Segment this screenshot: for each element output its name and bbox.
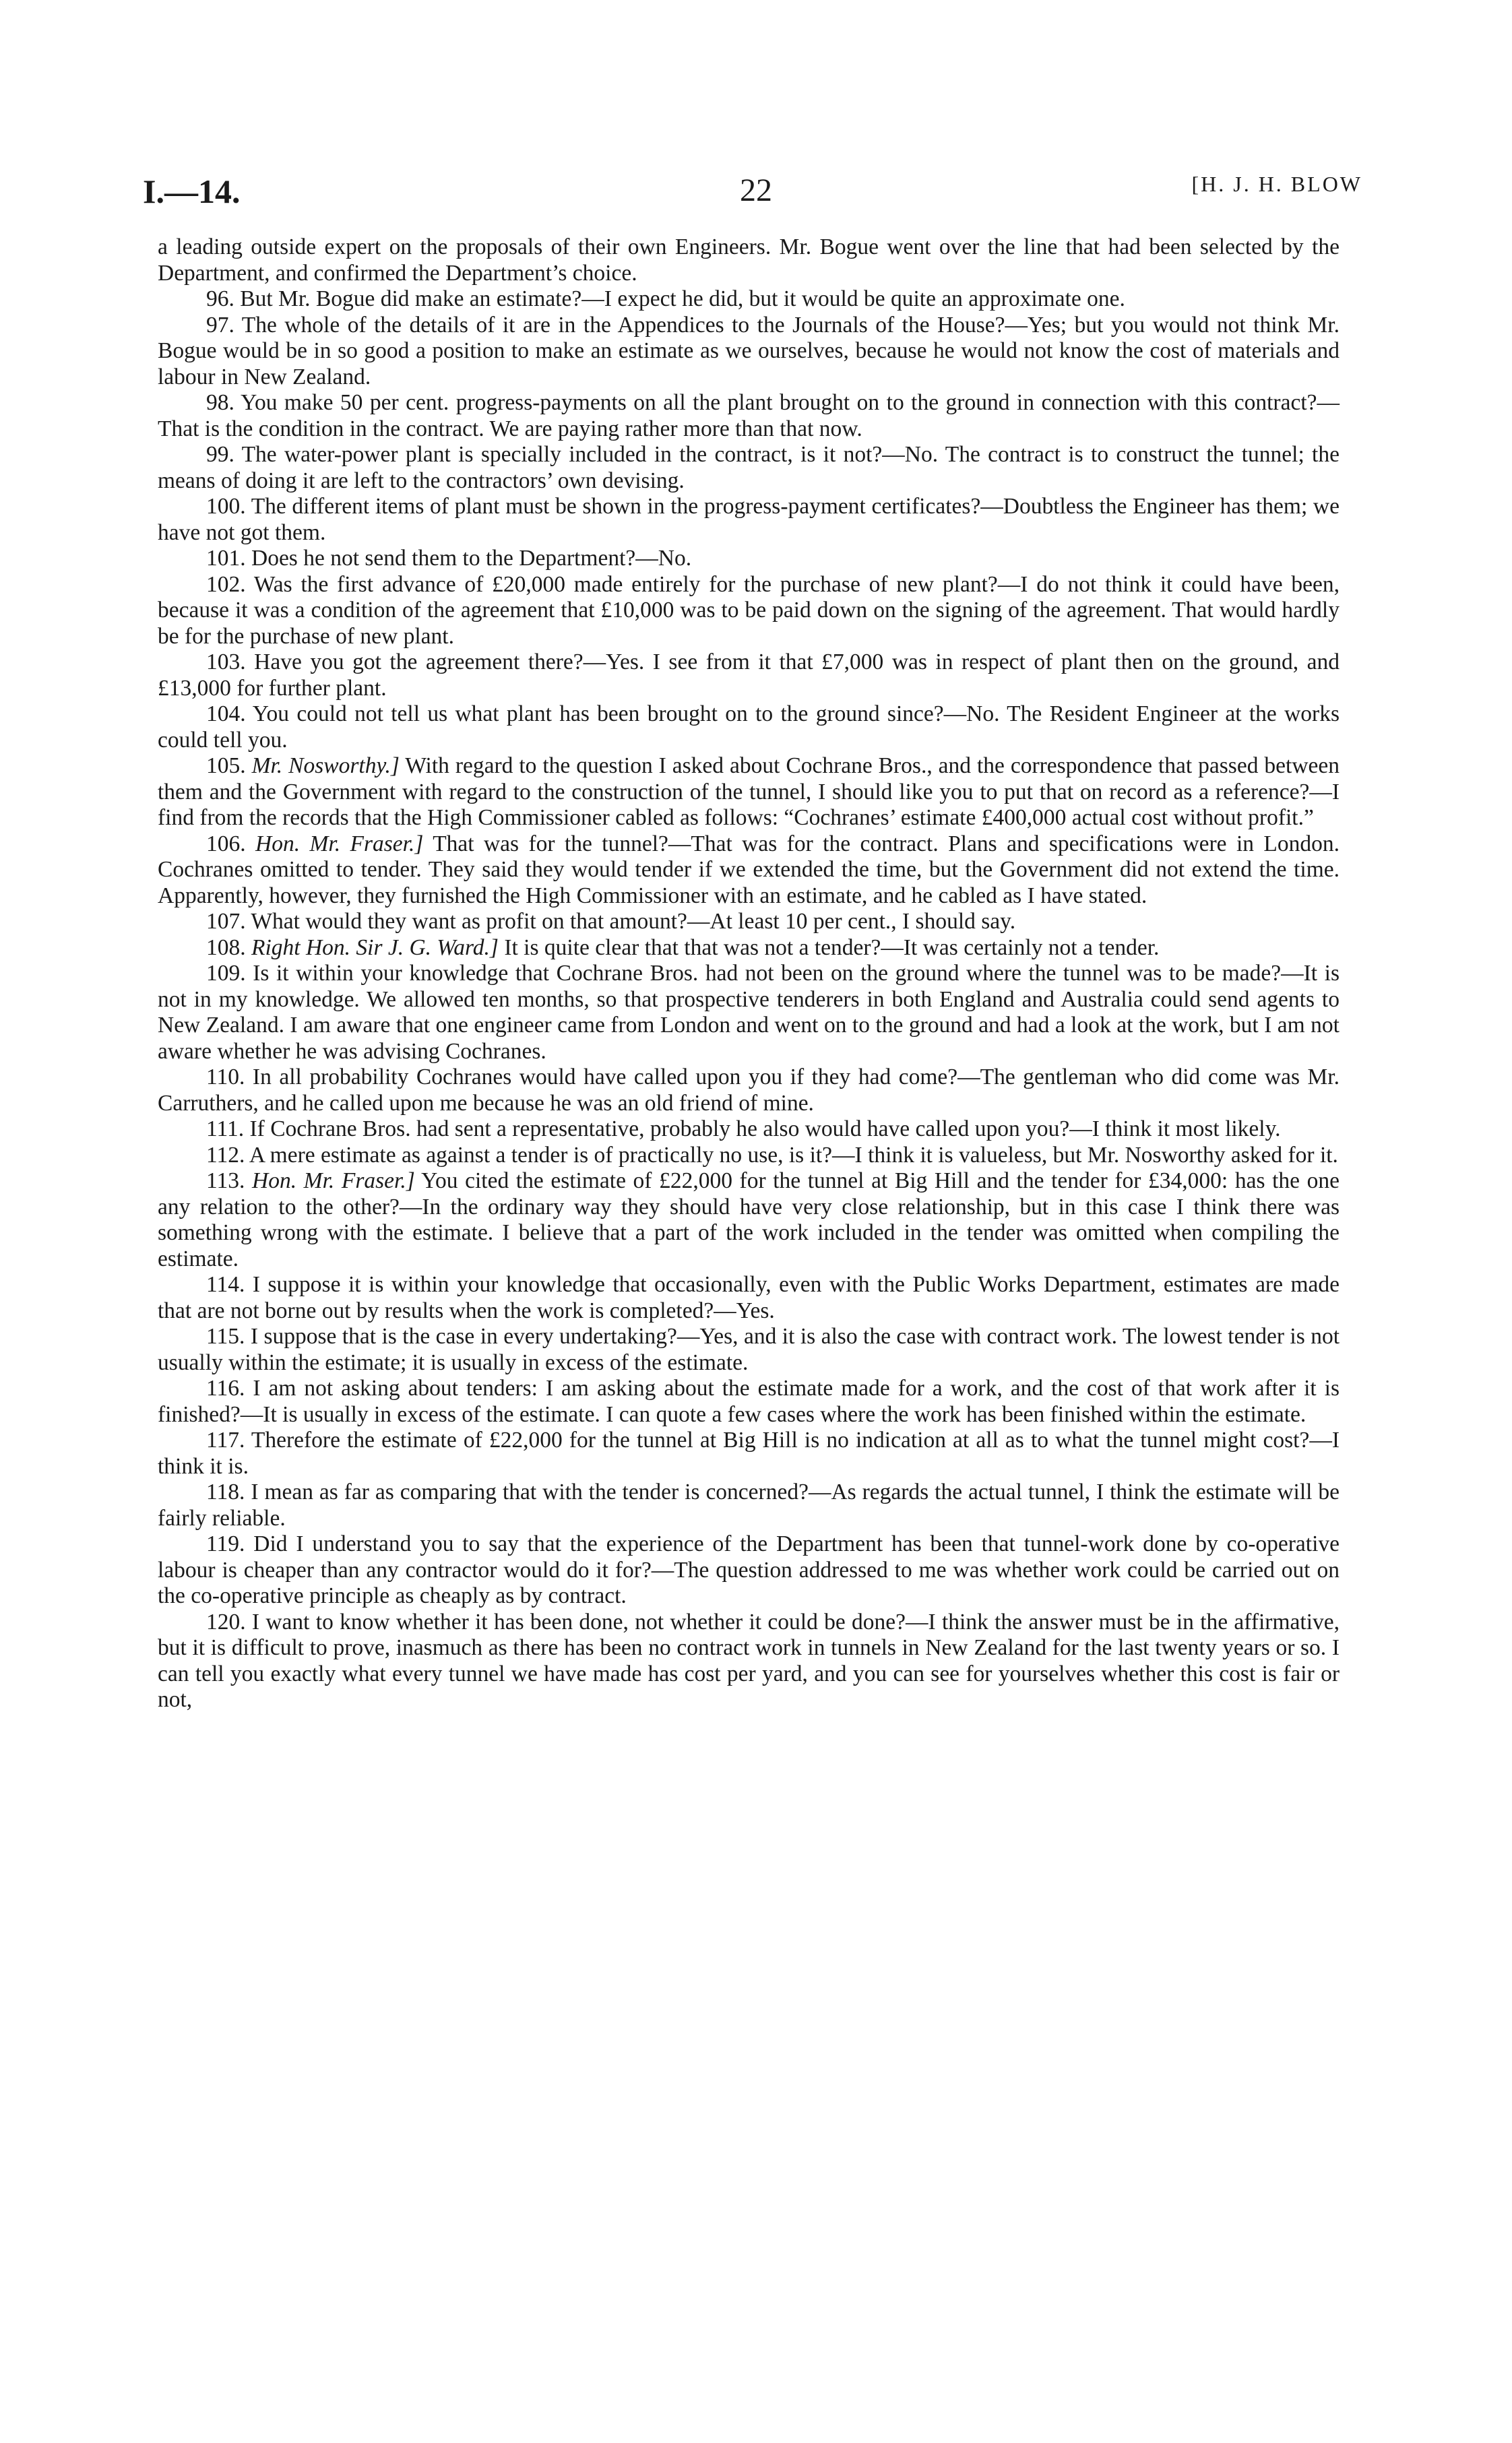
question-number: 105. xyxy=(206,753,246,778)
question-paragraph xyxy=(158,234,1340,286)
question-paragraph xyxy=(158,753,1340,831)
question-number: 108. xyxy=(206,934,246,960)
question-paragraph xyxy=(158,1376,1340,1428)
speaker-name: Mr. Nosworthy.] xyxy=(251,753,400,778)
question-paragraph xyxy=(158,909,1340,935)
question-number: 111. xyxy=(206,1116,245,1141)
witness-name: [H. J. H. BLOW xyxy=(1191,172,1362,196)
question-number: 102. xyxy=(206,571,246,597)
paragraph-text: The different items of plant must be shown in the progress-payment certificates?—Doubtless the Engineer has them; we have not got them. xyxy=(158,494,1340,545)
paragraph-text: I suppose it is within your knowledge that occasionally, even with the Public Works Department, estimates are made that are not borne out by results when the work is completed?—Yes. xyxy=(158,1272,1340,1323)
page-header xyxy=(143,172,1369,219)
question-number: 112. xyxy=(206,1142,245,1168)
question-paragraph xyxy=(158,390,1340,442)
question-number: 101. xyxy=(206,546,246,571)
speaker-name: Hon. Mr. Fraser.] xyxy=(255,831,424,856)
question-paragraph xyxy=(158,1143,1340,1169)
question-paragraph xyxy=(158,649,1340,701)
question-paragraph xyxy=(158,286,1340,313)
speaker-name: Hon. Mr. Fraser.] xyxy=(252,1168,415,1193)
question-number: 106. xyxy=(206,831,246,856)
question-paragraph xyxy=(158,1610,1340,1713)
question-paragraph xyxy=(158,572,1340,650)
page-number: 22 xyxy=(740,172,772,208)
question-paragraph xyxy=(158,961,1340,1065)
paragraph-text: I mean as far as comparing that with the tender is concerned?—As regards the actual tunnel, I think the estimate will be fairly reliable. xyxy=(158,1480,1340,1531)
question-paragraph xyxy=(158,701,1340,753)
question-number: 115. xyxy=(206,1324,245,1349)
question-paragraph xyxy=(158,1324,1340,1376)
question-number: 99. xyxy=(206,442,234,467)
paragraph-text: a leading outside expert on the proposals of their own Engineers. Mr. Bogue went over the line that had been selected by the Department, and confirmed the Department’s choice. xyxy=(158,234,1340,286)
question-paragraph xyxy=(158,831,1340,910)
paragraph-text: It is quite clear that that was not a tender?—It was certainly not a tender. xyxy=(504,934,1160,960)
question-number: 96. xyxy=(206,286,234,311)
paragraph-text: I suppose that is the case in every undertaking?—Yes, and it is also the case with contract work. The lowest tender is not usually within the estimate; it is usually in excess of the estimate. xyxy=(158,1324,1340,1375)
question-paragraph xyxy=(158,1065,1340,1116)
question-paragraph xyxy=(158,442,1340,494)
question-number: 107. xyxy=(206,909,246,934)
question-number: 110. xyxy=(206,1065,245,1089)
question-number: 116. xyxy=(206,1376,245,1401)
question-paragraph xyxy=(158,1272,1340,1324)
question-paragraph xyxy=(158,1480,1340,1531)
question-number: 114. xyxy=(206,1272,245,1297)
question-paragraph xyxy=(158,1428,1340,1480)
paragraph-text: With regard to the question I asked about Cochrane Bros., and the correspondence that passed between them and the Government with regard to the construction of the tunnel, I should like you to put that on record as a reference?—I find from the records that the High Commissioner cabled as follows: “Cochranes’ estimate £400,000 actual cost without profit.” xyxy=(158,753,1340,830)
question-number: 120. xyxy=(206,1609,246,1635)
paragraph-text: Is it within your knowledge that Cochrane Bros. had not been on the ground where the tunnel was to be made?—It is not in my knowledge. We allowed ten months, so that prospective tenderers in both England and Australia could send agents to New Zealand. I am aware that one engineer came from London and went on to the ground and had a look at the work, but I am not aware whether he was advising Cochranes. xyxy=(158,961,1340,1064)
paragraph-text: Therefore the estimate of £22,000 for the tunnel at Big Hill is no indication at all as to what the tunnel might cost?—I think it is. xyxy=(158,1428,1340,1479)
question-number: 109. xyxy=(206,961,246,986)
paragraph-text: The whole of the details of it are in the Appendices to the Journals of the House?—Yes; but you would not think Mr. Bogue would be in so good a position to make an estimate as we ourselves, because he would not know the cost of materials and labour in New Zealand. xyxy=(158,312,1340,389)
question-number: 97. xyxy=(206,312,234,338)
paragraph-text: You could not tell us what plant has been brought on to the ground since?—No. The Resident Engineer at the works could tell you. xyxy=(158,701,1340,753)
paper-reference: I.—14. xyxy=(143,172,241,210)
question-paragraph xyxy=(158,546,1340,572)
question-number: 113. xyxy=(206,1168,245,1193)
paragraph-text: Does he not send them to the Department?—No. xyxy=(251,546,692,571)
question-paragraph xyxy=(158,935,1340,961)
paragraph-text: What would they want as profit on that amount?—At least 10 per cent., I should say. xyxy=(251,909,1016,934)
paragraph-text: In all probability Cochranes would have called upon you if they had come?—The gentleman who did come was Mr. Carruthers, and he called upon me because he was an old friend of mine. xyxy=(158,1065,1340,1116)
question-paragraph xyxy=(158,494,1340,546)
paragraph-text: Was the first advance of £20,000 made entirely for the purchase of new plant?—I do not think it could have been, because it was a condition of the agreement that £10,000 was to be paid down on the signing of the agreement. That would hardly be for the purchase of new plant. xyxy=(158,571,1340,649)
question-paragraph xyxy=(158,313,1340,391)
question-number: 103. xyxy=(206,649,246,674)
evidence-text xyxy=(158,234,1340,1713)
paragraph-text: But Mr. Bogue did make an estimate?—I expect he did, but it would be quite an approximate one. xyxy=(240,286,1125,311)
paragraph-text: I want to know whether it has been done, not whether it could be done?—I think the answer must be in the affirmative, but it is difficult to prove, inasmuch as there has been no contract work in tunnels in New Zealand for the last twenty years or so. I can tell you exactly what every tunnel we have made has cost per yard, and you can see for yourselves whether this cost is fair or not, xyxy=(158,1609,1340,1712)
question-number: 119. xyxy=(206,1531,245,1556)
question-number: 98. xyxy=(206,390,234,415)
question-number: 104. xyxy=(206,701,246,726)
paragraph-text: The water-power plant is specially included in the contract, is it not?—No. The contract is to construct the tunnel; the means of doing it are left to the contractors’ own devising. xyxy=(158,442,1340,493)
speaker-name: Right Hon. Sir J. G. Ward.] xyxy=(251,934,499,960)
question-number: 117. xyxy=(206,1428,245,1453)
question-number: 100. xyxy=(206,494,246,519)
paragraph-text: That was for the tunnel?—That was for the contract. Plans and specifications were in London. Cochranes omitted to tender. They said they would tender if we extended the time, but the Government did not extend the time. Apparently, however, they furnished the High Commissioner with an estimate, and he cabled as I have stated. xyxy=(158,831,1340,908)
question-number: 118. xyxy=(206,1480,245,1504)
question-paragraph xyxy=(158,1116,1340,1143)
paragraph-text: If Cochrane Bros. had sent a representative, probably he also would have called upon you?—I think it most likely. xyxy=(249,1116,1281,1141)
paragraph-text: A mere estimate as against a tender is of practically no use, is it?—I think it is valueless, but Mr. Nosworthy asked for it. xyxy=(249,1142,1338,1168)
paragraph-text: You cited the estimate of £22,000 for the tunnel at Big Hill and the tender for £34,000: has the one any relation to the other?—In the ordinary way they should have very close relationship, but in this case I think there was something wrong with the estimate. I believe that a part of the work included in the tender was omitted when compiling the estimate. xyxy=(158,1168,1340,1271)
question-paragraph xyxy=(158,1168,1340,1272)
question-paragraph xyxy=(158,1531,1340,1610)
paragraph-text: Have you got the agreement there?—Yes. I see from it that £7,000 was in respect of plant then on the ground, and £13,000 for further plant. xyxy=(158,649,1340,701)
paragraph-text: You make 50 per cent. progress-payments on all the plant brought on to the ground in connection with this contract?—That is the condition in the contract. We are paying rather more than that now. xyxy=(158,390,1340,441)
paragraph-text: I am not asking about tenders: I am asking about the estimate made for a work, and the cost of that work after it is finished?—It is usually in excess of the estimate. I can quote a few cases where the work has been finished within the estimate. xyxy=(158,1376,1340,1427)
paragraph-text: Did I understand you to say that the experience of the Department has been that tunnel-work done by co-operative labour is cheaper than any contractor would do it for?—The question addressed to me was whether work could be carried out on the co-operative principle as cheaply as by contract. xyxy=(158,1531,1340,1608)
